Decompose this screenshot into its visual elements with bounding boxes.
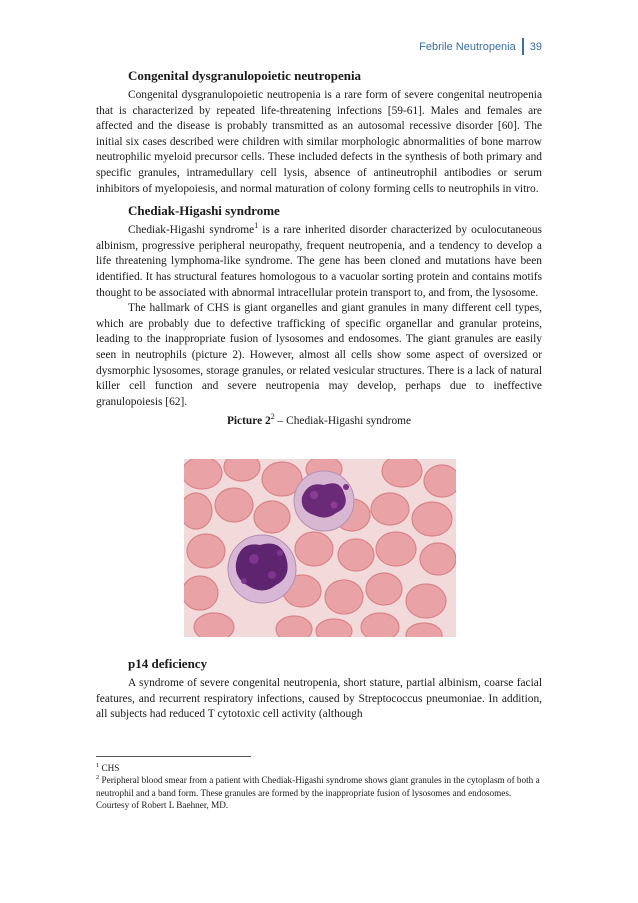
paragraph-chediak-2: The hallmark of CHS is giant organelles and giant granules in many different cell types, which are probably due to defective trafficking of specific organellar and granular proteins, leading to the inappropriate fusion of lysosomes and endosomes. The giant granules are easily seen in neutrophils (picture 2). However, almost all cells show some aspect of oversized or dysmorphic lysosomes, storage granules, or related vesicular structures. There is a lack of natural killer cell function and severe neutropenia may develop, perhaps due to ineffective granulopoiesis [62].	[96, 302, 542, 408]
chediak-rest: is a rare inherited disorder characterized by oculocutaneous albinism, progressive peripheral neuropathy, frequent neutropenia, and a tendency to develop a life threatening lymphoma-like syndrome. The gene has been cloned and mutations have been identified. It has structural features homologous to a vacuolar sorting protein and contains motifs thought to be associated with abnormal intracellular protein transport to, and from, the lysosome.	[96, 224, 542, 299]
neutrophil-upper	[294, 471, 354, 531]
paragraph-p14: A syndrome of severe congenital neutropenia, short stature, partial albinism, coarse facial features, and recurrent respiratory infections, caused by Streptococcus pneumoniae. In addition, all subjects had reduced T cytotoxic cell activity (although	[96, 677, 542, 721]
footnotes	[96, 762, 542, 812]
main-content	[96, 68, 542, 435]
caption-label: Picture 2	[226, 415, 271, 428]
paragraph-congenital: Congenital dysgranulopoietic neutropenia is a rare form of severe congenital neutropenia that is characterized by repeated life-threatening infections [59-61]. Males and females are affected and the disease is probably transmitted as an autosomal recessive disorder [60]. The initial six cases described were children with similar morphologic abnormalities of bone marrow neutrophilic myeloid precursor cells. These included defects in the synthesis of both primary and specific granules, intramedullary cell lysis, absence of antineutrophil antibodies or serum inhibitors of myelopoiesis, and normal maturation of colony forming cells to neutrophils in vitro.	[96, 89, 542, 195]
band-form-lower	[228, 535, 296, 603]
footnote-ref-2: 2	[270, 412, 275, 422]
section-heading-congenital: Congenital dysgranulopoietic neutropenia	[128, 68, 362, 83]
section-heading-p14: p14 deficiency	[128, 656, 208, 671]
section-p14	[96, 656, 542, 723]
section-heading-chediak: Chediak-Higashi syndrome	[128, 203, 280, 219]
chediak-lead: Chediak-Higashi syndrome	[128, 224, 255, 237]
blood-smear-illustration	[184, 459, 456, 637]
caption-text: – Chediak-Higashi syndrome	[274, 415, 412, 428]
running-header	[419, 38, 542, 55]
footnote-1: $^1$ CHS	[96, 761, 120, 773]
footnote-divider	[96, 756, 251, 757]
header-divider	[522, 38, 524, 55]
page-number: 39	[529, 40, 542, 53]
footnote-2: $^2$ Peripheral blood smear from a patient with Chediak-Higashi syndrome shows giant granules in the cytoplasm of both a neutrophil and a band form. These granules are formed by the inappropriate fusion of lysosomes and endosomes.	[96, 774, 540, 798]
running-title: Febrile Neutropenia	[419, 40, 516, 53]
paragraph-chediak-1	[96, 223, 542, 301]
image-credit: Courtesy of Robert L Baehner, MD.	[96, 800, 229, 811]
footnote-ref-1: 1	[254, 221, 259, 231]
figure-caption	[96, 414, 542, 429]
blood-smear-image	[184, 459, 456, 637]
